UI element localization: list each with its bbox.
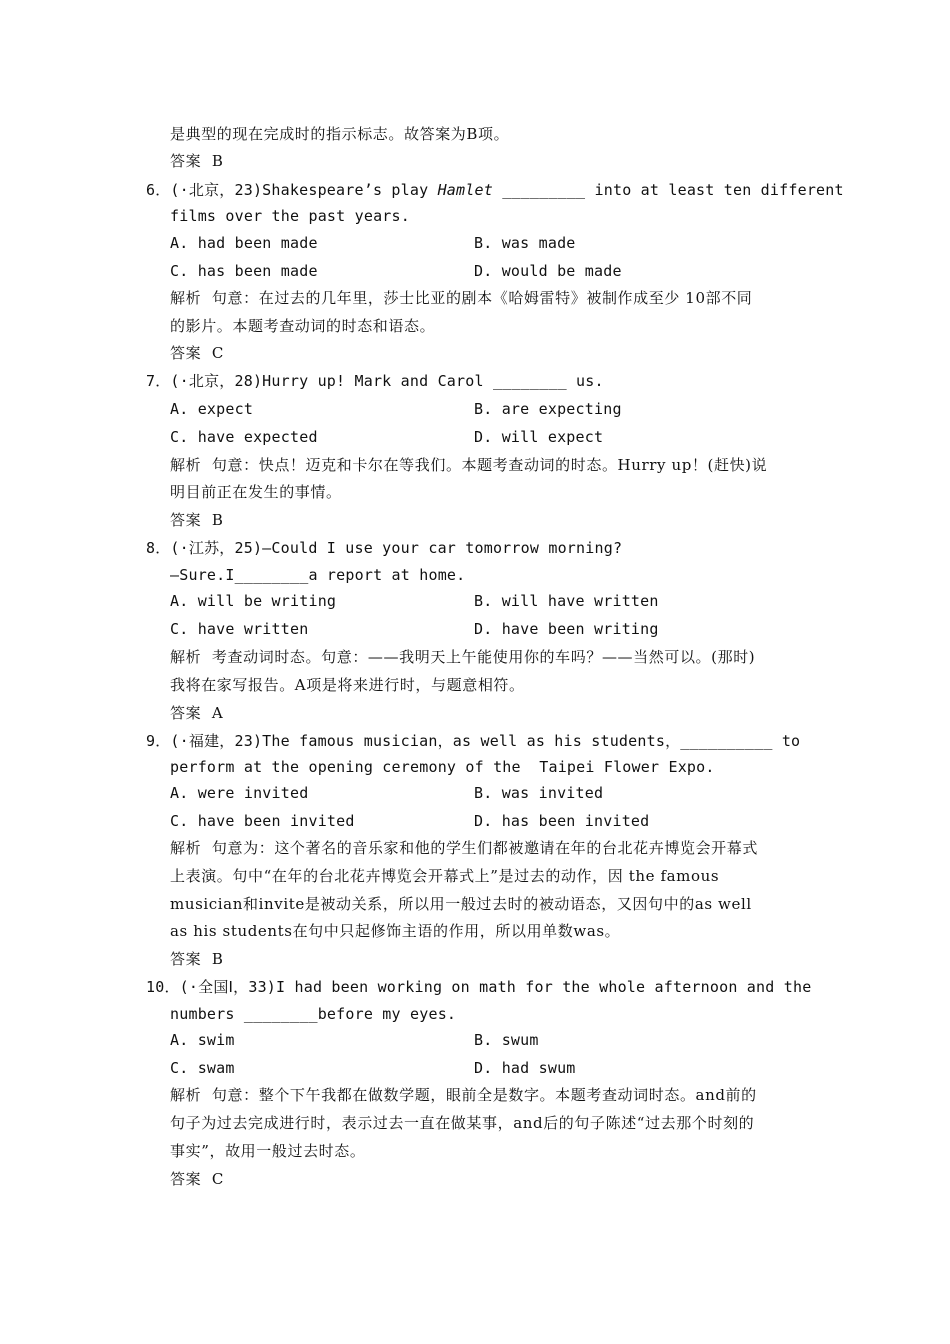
q8-answer: 答案 A — [170, 704, 224, 722]
q10-option-c: C. swam — [170, 1059, 235, 1077]
q10-analysis-line1: 解析 句意：整个下午我都在做数学题，眼前全是数字。本题考查动词时态。and前的 — [170, 1086, 757, 1104]
q10-option-a: A. swim — [170, 1031, 235, 1049]
q7-analysis-line2: 明目前正在发生的事情。 — [170, 483, 342, 501]
q7-option-d: D. will expect — [474, 428, 604, 446]
q9-analysis-line2: 上表演。句中“在年的台北花卉博览会开幕式上”是过去的动作，因 the famous — [170, 867, 720, 885]
q10-analysis-line2: 句子为过去完成进行时，表示过去一直在做某事，and后的句子陈述“过去那个时刻的 — [170, 1114, 755, 1132]
q9-stem-line2: perform at the opening ceremony of the Taipei Flower Expo. — [170, 758, 715, 776]
q10-answer: 答案 C — [170, 1170, 225, 1188]
q10-stem-line1: 10．(·全国Ⅰ，33)I had been working on math for the whole afternoon and the — [146, 978, 812, 996]
q10-analysis-line3: 事实”，故用一般过去时态。 — [170, 1142, 366, 1160]
q9-analysis-line4: as his students在句中只起修饰主语的作用，所以用单数was。 — [170, 922, 621, 940]
q9-option-c: C. have been invited — [170, 812, 355, 830]
q6-stem-line1: 6．(·北京，23)Shakespeare’s play Hamlet _________ into at least ten different — [146, 181, 844, 199]
q8-analysis-line2: 我将在家写报告。A项是将来进行时，与题意相符。 — [170, 676, 525, 694]
q8-stem-line1: 8．(·江苏，25)—Could I use your car tomorrow morning? — [146, 539, 623, 557]
q9-analysis-line1: 解析 句意为：这个著名的音乐家和他的学生们都被邀请在年的台北花卉博览会开幕式 — [170, 839, 758, 857]
q8-option-c: C. have written — [170, 620, 309, 638]
q6-stem-line2: films over the past years. — [170, 207, 410, 225]
q10-stem-line2: numbers ________before my eyes. — [170, 1005, 457, 1023]
q8-option-a: A. will be writing — [170, 592, 337, 610]
q8-option-b: B. will have written — [474, 592, 659, 610]
q9-option-a: A. were invited — [170, 784, 309, 802]
q9-stem-line1: 9．(·福建，23)The famous musician，as well as his students，__________ to — [146, 732, 801, 750]
q8-option-d: D. have been writing — [474, 620, 659, 638]
q9-option-d: D. has been invited — [474, 812, 650, 830]
q9-option-b: B. was invited — [474, 784, 604, 802]
q6-analysis-line1: 解析 句意：在过去的几年里，莎士比亚的剧本《哈姆雷特》被制作成至少 10部不同 — [170, 289, 753, 307]
q10-option-d: D. had swum — [474, 1059, 576, 1077]
q8-stem-line2: —Sure.I________a report at home. — [170, 566, 466, 584]
q7-stem-line1: 7．(·北京，28)Hurry up! Mark and Carol ________ us. — [146, 372, 604, 390]
q9-answer: 答案 B — [170, 950, 224, 968]
play-title-hamlet: Hamlet — [437, 181, 493, 199]
q7-analysis-line1: 解析 句意：快点！迈克和卡尔在等我们。本题考查动词的时态。Hurry up！(赶快)说 — [170, 456, 768, 474]
q8-analysis-line1: 解析 考查动词时态。句意：——我明天上午能使用你的车吗？——当然可以。(那时) — [170, 648, 756, 666]
q7-option-a: A. expect — [170, 400, 254, 418]
q6-answer: 答案 C — [170, 344, 225, 362]
q7-option-c: C. have expected — [170, 428, 318, 446]
q5-answer: 答案 B — [170, 152, 224, 170]
q6-option-d: D. would be made — [474, 262, 622, 280]
q10-option-b: B. swum — [474, 1031, 539, 1049]
q7-answer: 答案 B — [170, 511, 224, 529]
q6-option-c: C. has been made — [170, 262, 318, 280]
q7-option-b: B. are expecting — [474, 400, 622, 418]
q9-analysis-line3: musician和invite是被动关系，所以用一般过去时的被动语态，又因句中的as well — [170, 895, 752, 913]
q6-analysis-line2: 的影片。本题考查动词的时态和语态。 — [170, 317, 436, 335]
q5-analysis-continuation: 是典型的现在完成时的指示标志。故答案为B项。 — [170, 125, 510, 143]
q6-option-b: B. was made — [474, 234, 576, 252]
q6-option-a: A. had been made — [170, 234, 318, 252]
